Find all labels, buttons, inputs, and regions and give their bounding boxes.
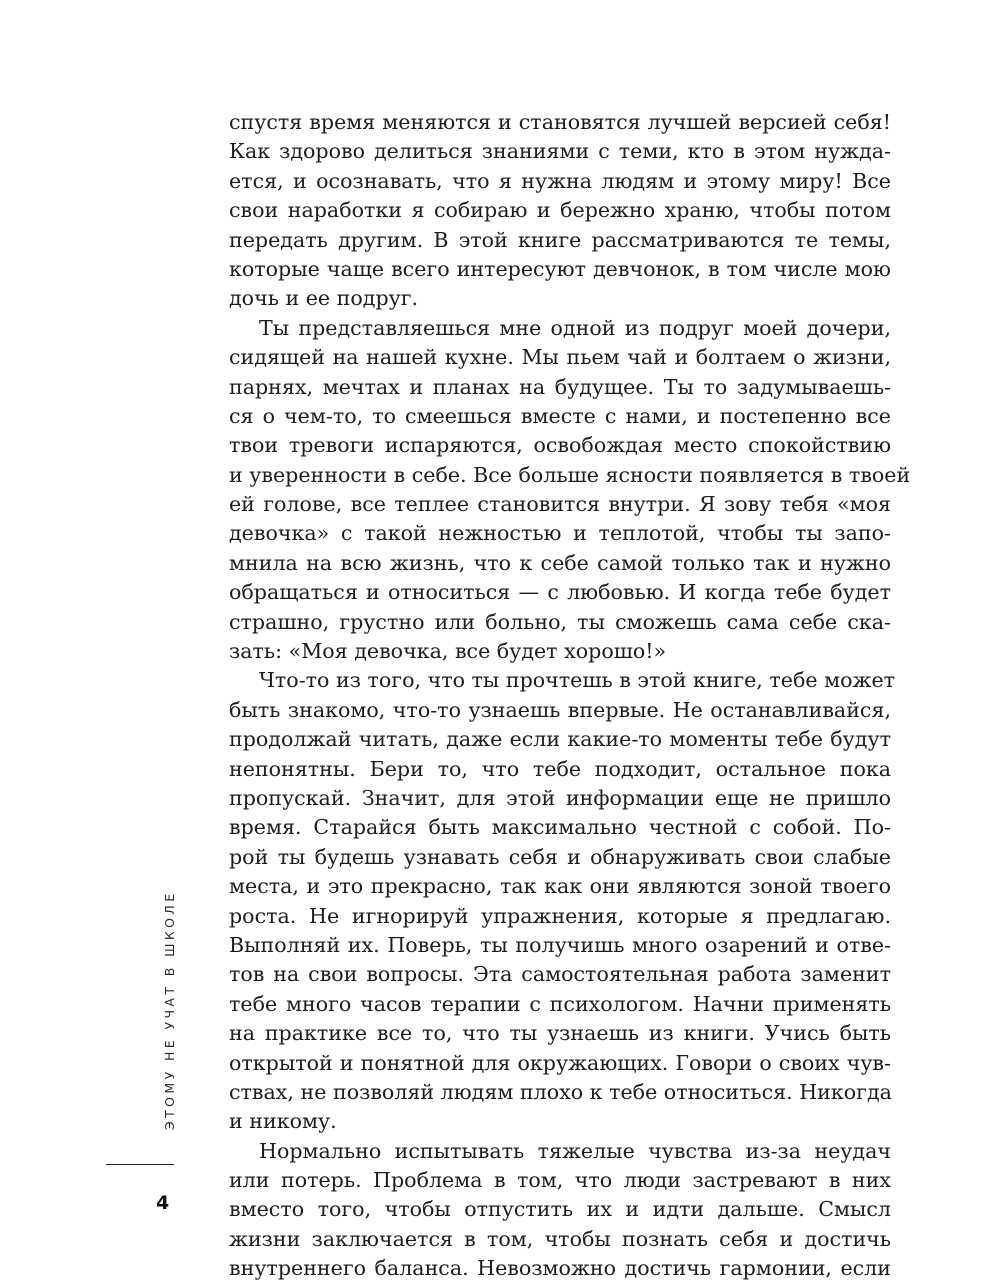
text-line: вместо того, чтобы отпустить их и идти дальше. Смысл [229, 1197, 891, 1222]
text-line: тов на свои вопросы. Эта самостоятельная работа заменит [229, 962, 891, 987]
text-line: и никому. [229, 1109, 337, 1134]
text-line: пропускай. Значит, для этой информации еще не пришло [229, 785, 891, 810]
text-line: которые чаще всего интересуют девчонок, в том числе мою [229, 256, 891, 281]
text-line: ей голове, все теплее становится внутри. Я зову тебя «моя [229, 492, 891, 517]
text-line: жизни заключается в том, чтобы познать себя и достичь [229, 1226, 891, 1251]
text-line: парнях, мечтах и планах на будущее. Ты то задумываешь- [229, 374, 891, 399]
text-line: внутреннего баланса. Невозможно достичь гармонии, если [229, 1256, 891, 1281]
running-head: ЭТОМУ НЕ УЧАТ В ШКОЛЕ [162, 890, 177, 1130]
text-line: страшно, грустно или больно, ты сможешь сама себе ска- [229, 609, 891, 634]
text-line: ствах, не позволяй людям плохо к тебе относиться. Никогда [229, 1079, 892, 1104]
text-line: девочка» с такой нежностью и теплотой, чтобы ты запо- [229, 521, 891, 546]
text-line: непонятны. Бери то, что тебе подходит, остальное пока [229, 756, 891, 781]
paragraph-first-line: Нормально испытывать тяжелые чувства из-за неудач [259, 1138, 891, 1163]
text-line: свои наработки я собираю и бережно храню, чтобы потом [229, 198, 891, 223]
text-line: открытой и понятной для окружающих. Говори о своих чув- [229, 1050, 891, 1075]
text-line: Выполняй их. Поверь, ты получишь много озарений и отве- [229, 932, 891, 957]
text-line: мнила на всю жизнь, что к себе самой только так и нужно [229, 550, 891, 575]
text-line: зать: «Моя девочка, все будет хорошо!» [229, 639, 667, 664]
text-line: сидящей на нашей кухне. Мы пьем чай и болтаем о жизни, [229, 345, 891, 370]
text-line: ся о чем-то, то смеешься вместе с нами, и постепенно все [229, 403, 891, 428]
text-line: время. Старайся быть максимально честной с собой. По- [229, 815, 891, 840]
text-line: рой ты будешь узнавать себя и обнаруживать свои слабые [229, 844, 891, 869]
text-line: и уверенности в себе. Все больше ясности появляется в твоей [229, 462, 911, 487]
paragraph-first-line: Что-то из того, что ты прочтешь в этой книге, тебе может [259, 668, 896, 693]
text-line: ется, и осознавать, что я нужна людям и этому миру! Все [229, 168, 891, 193]
text-line: обращаться и относиться — с любовью. И когда тебе будет [229, 580, 891, 605]
text-line: или потерь. Проблема в том, что люди застревают в них [229, 1168, 891, 1193]
text-line: передать другим. В этой книге рассматриваются те темы, [229, 227, 891, 252]
text-line: Как здорово делиться знаниями с теми, кто в этом нужда- [229, 139, 891, 164]
body-text [229, 108, 911, 1284]
text-line: на практике все то, что ты узнаешь из книги. Учись быть [229, 1021, 891, 1046]
text-line: твои тревоги испаряются, освобождая место спокойствию [229, 433, 891, 458]
text-line: места, и это прекрасно, так как они являются зоной твоего [229, 874, 891, 899]
paragraph-first-line: Ты представляешься мне одной из подруг моей дочери, [259, 315, 891, 340]
text-line: тебе много часов терапии с психологом. Начни применять [229, 991, 891, 1016]
text-line: быть знакомо, что-то узнаешь впервые. Не останавливайся, [229, 697, 891, 722]
text-line: дочь и ее подруг. [229, 286, 419, 311]
page-number: 4 [156, 1192, 170, 1214]
text-line: продолжай читать, даже если какие-то моменты тебе будут [229, 727, 891, 752]
footer-rule [106, 1164, 174, 1165]
text-line: спустя время меняются и становятся лучшей версией себя! [229, 110, 891, 134]
text-line: роста. Не игнорируй упражнения, которые я предлагаю. [229, 903, 891, 928]
